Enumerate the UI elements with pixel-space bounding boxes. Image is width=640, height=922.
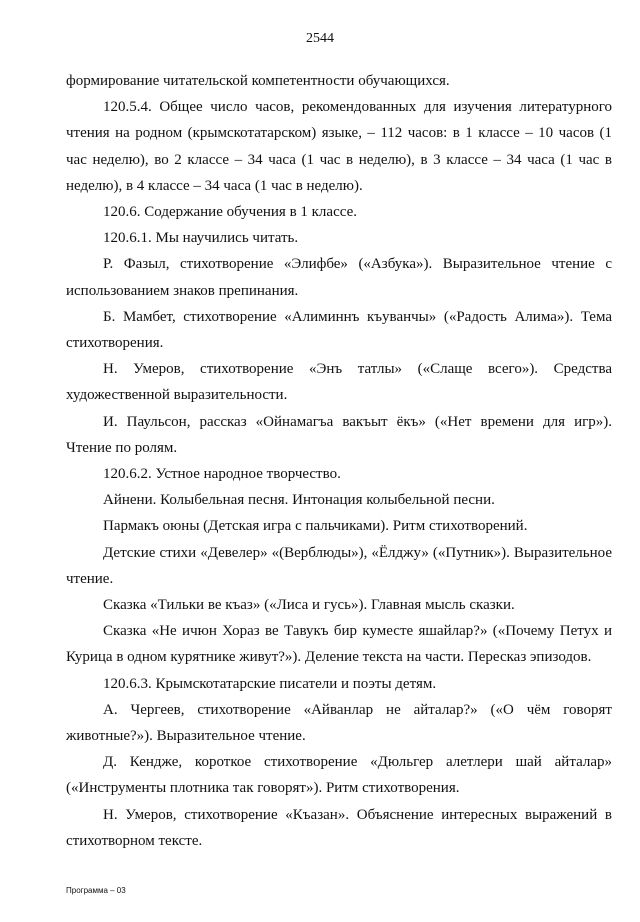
paragraph: Р. Фазыл, стихотворение «Элифбе» («Азбука»). Выразительное чтение с использованием знаков препинания. xyxy=(66,256,612,299)
paragraph: Детские стихи «Девелер» «(Верблюды»), «Ёлджу» («Путник»). Выразительное чтение. xyxy=(66,544,612,587)
paragraph: формирование читательской компетентности обучающихся. xyxy=(66,73,450,89)
paragraph: Сказка «Не ичюн Хораз ве Тавукъ бир куместе яшайлар?» («Почему Петух и Курица в одном курятнике живут?»). Деление текста на части. Пересказ эпизодов. xyxy=(66,623,612,666)
paragraph: Пармакъ оюны (Детская игра с пальчиками). Ритм стихотворений. xyxy=(103,518,528,535)
paragraph: Б. Мамбет, стихотворение «Алиминнъ къуванчы» («Радость Алима»). Тема стихотворения. xyxy=(66,308,612,352)
document-body xyxy=(66,68,612,854)
paragraph: А. Чергеев, стихотворение «Айванлар не айталар?» («О чём говорят животные?»). Выразительное чтение. xyxy=(66,701,612,745)
paragraph: 120.6.1. Мы научились читать. xyxy=(103,230,299,247)
paragraph: Н. Умеров, стихотворение «Энъ татлы» («Слаще всего»). Средства художественной выразительности. xyxy=(66,361,612,404)
paragraph: И. Паульсон, рассказ «Ойнамагъа вакъыт ёкъ» («Нет времени для игр»). Чтение по ролям. xyxy=(66,413,612,456)
paragraph: 120.5.4. Общее число часов, рекомендованных для изучения литературного чтения на родном (крымскотатарском) языке, – 112 часов: в 1 классе – 10 часов (1 час неделю), во 2 классе – 34 часа (1 час в неделю), в 3 классе – 34 часа (1 час в неделю), в 4 классе – 34 часа (1 час в неделю). xyxy=(66,99,612,194)
paragraph: Сказка «Тильки ве къаз» («Лиса и гусь»). Главная мысль сказки. xyxy=(103,597,515,614)
paragraph: 120.6.2. Устное народное творчество. xyxy=(103,466,341,483)
paragraph: Н. Умеров, стихотворение «Къазан». Объяснение интересных выражений в стихотворном тексте. xyxy=(66,806,612,849)
paragraph: 120.6. Содержание обучения в 1 классе. xyxy=(103,204,357,221)
paragraph: Д. Кендже, короткое стихотворение «Дюльгер алетлери шай айталар» («Инструменты плотника так говорят»). Ритм стихотворения. xyxy=(66,754,612,797)
paragraph: Айнени. Колыбельная песня. Интонация колыбельной песни. xyxy=(103,492,495,509)
page-number: 2544 xyxy=(306,31,334,46)
paragraph: 120.6.3. Крымскотатарские писатели и поэты детям. xyxy=(103,675,437,692)
footer-program-label: Программа – 03 xyxy=(66,886,126,895)
